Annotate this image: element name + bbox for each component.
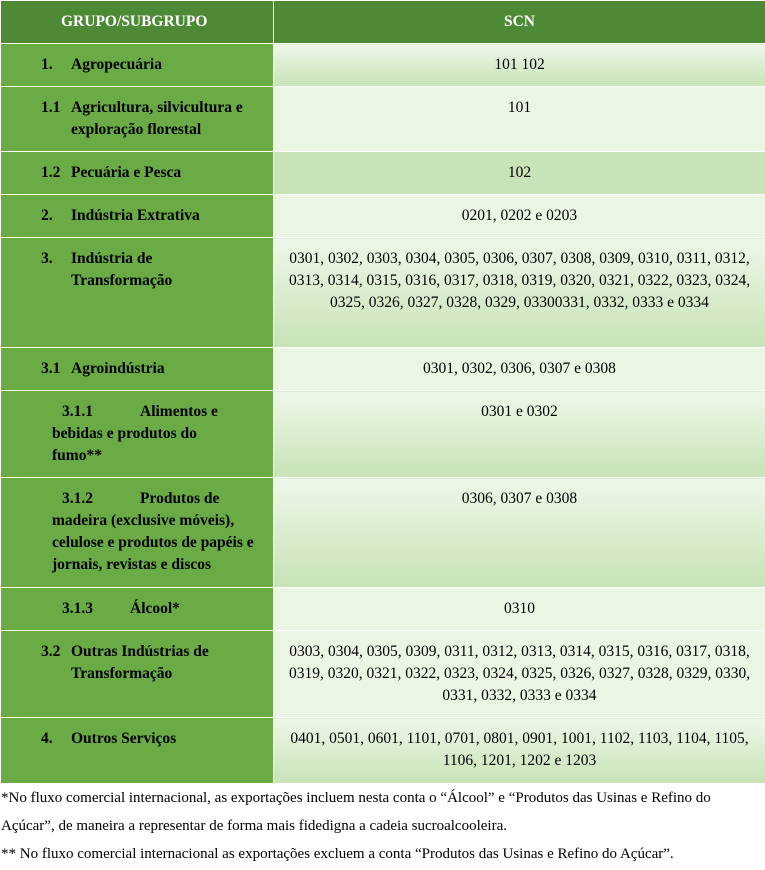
group-label: Agricultura, silvicultura e exploração florestal <box>71 99 243 138</box>
scn-cell: 101 <box>274 87 765 152</box>
group-cell <box>1 87 274 152</box>
group-label: Indústria Extrativa <box>71 207 200 224</box>
group-number: 3.1.1 <box>62 403 93 420</box>
group-number: 1. <box>41 56 53 73</box>
group-cell <box>1 152 274 195</box>
scn-cell: 101 102 <box>274 44 765 87</box>
table-header-row <box>1 1 765 44</box>
scn-cell: 0306, 0307 e 0308 <box>274 478 765 588</box>
group-number: 1.2 <box>41 164 61 181</box>
group-cell <box>1 348 274 391</box>
scn-cell: 0301 e 0302 <box>274 391 765 478</box>
group-label: Produtos de madeira (exclusive móveis), celulose e produtos de papéis e jornais, revistas e discos <box>52 490 254 573</box>
table-row <box>1 348 765 391</box>
group-label: Alimentos e bebidas e produtos do fumo** <box>52 403 218 464</box>
table-row <box>1 391 765 478</box>
group-cell <box>1 195 274 238</box>
table-row <box>1 195 765 238</box>
group-label: Agroindústria <box>71 360 165 377</box>
scn-cell: 0201, 0202 e 0203 <box>274 195 765 238</box>
group-label: Agropecuária <box>71 56 162 73</box>
scn-cell: 0401, 0501, 0601, 1101, 0701, 0801, 0901, 1001, 1102, 1103, 1104, 1105, 1106, 1201, 1202 e 1203 <box>274 718 765 784</box>
table-row <box>1 87 765 152</box>
header-grupo-subgrupo: GRUPO/SUBGRUPO <box>1 1 274 44</box>
scn-cell: 0301, 0302, 0306, 0307 e 0308 <box>274 348 765 391</box>
group-number: 3.1 <box>41 360 61 377</box>
header-scn: SCN <box>274 1 765 44</box>
table-row <box>1 152 765 195</box>
group-number: 3.1.2 <box>62 490 93 507</box>
group-number: 4. <box>41 730 53 747</box>
table-row <box>1 588 765 631</box>
group-number: 2. <box>41 207 53 224</box>
group-label: Outras Indústrias de Transformação <box>71 643 209 682</box>
group-label: Indústria de Transformação <box>71 250 173 289</box>
table-row <box>1 44 765 87</box>
scn-cell: 0303, 0304, 0305, 0309, 0311, 0312, 0313, 0314, 0315, 0316, 0317, 0318, 0319, 0320, 0321, 0322, 0323, 0324, 0325, 0326, 0327, 0328, 0329, 0330, 0331, 0332, 0333 e 0334 <box>274 631 765 718</box>
scn-cell: 0310 <box>274 588 765 631</box>
scn-cell: 102 <box>274 152 765 195</box>
group-cell <box>1 238 274 348</box>
group-cell <box>1 478 274 588</box>
group-cell <box>1 44 274 87</box>
group-number: 3. <box>41 250 53 267</box>
footnote-alcool: *No fluxo comercial internacional, as exportações incluem nesta conta o “Álcool” e “Produtos das Usinas e Refino do Açúcar”, de maneira a representar de forma mais fidedigna a cadeia sucroalcooleira. <box>1 790 711 834</box>
group-label: Outros Serviços <box>71 730 177 747</box>
scn-cell: 0301, 0302, 0303, 0304, 0305, 0306, 0307, 0308, 0309, 0310, 0311, 0312, 0313, 0314, 0315, 0316, 0317, 0318, 0319, 0320, 0321, 0322, 0323, 0324, 0325, 0326, 0327, 0328, 0329, 03300331, 0332, 0333 e 0334 <box>274 238 765 348</box>
group-cell <box>1 631 274 718</box>
table-row <box>1 718 765 784</box>
group-number: 1.1 <box>41 99 61 116</box>
group-label: Álcool* <box>130 600 180 617</box>
group-number: 3.1.3 <box>62 600 93 617</box>
group-cell <box>1 588 274 631</box>
table-row <box>1 631 765 718</box>
group-cell <box>1 391 274 478</box>
table-row <box>1 478 765 588</box>
group-cell <box>1 718 274 784</box>
group-label: Pecuária e Pesca <box>71 164 182 181</box>
footnote-fumo: ** No fluxo comercial internacional as exportações excluem a conta “Produtos das Usinas e Refino do Açúcar”. <box>1 846 674 862</box>
group-number: 3.2 <box>41 643 61 660</box>
table-row <box>1 238 765 348</box>
